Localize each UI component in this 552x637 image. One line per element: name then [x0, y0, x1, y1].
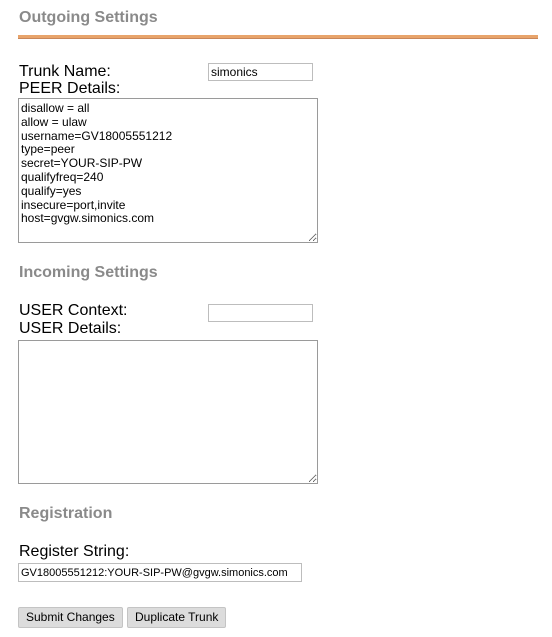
peer-details-textarea[interactable] [18, 98, 318, 243]
outgoing-settings-heading: Outgoing Settings [19, 9, 158, 26]
incoming-settings-heading: Incoming Settings [19, 264, 158, 281]
registration-heading: Registration [19, 505, 113, 522]
section-divider [18, 35, 538, 39]
trunk-name-input[interactable] [208, 63, 313, 81]
duplicate-trunk-button[interactable]: Duplicate Trunk [127, 607, 226, 628]
user-details-textarea[interactable] [18, 340, 318, 484]
user-details-label: USER Details: [19, 320, 122, 337]
peer-details-label: PEER Details: [19, 80, 121, 97]
register-string-input[interactable] [18, 563, 302, 582]
trunk-name-label: Trunk Name: [19, 63, 111, 80]
register-string-label: Register String: [19, 543, 130, 560]
user-context-label: USER Context: [19, 302, 128, 319]
user-context-input[interactable] [208, 304, 313, 322]
submit-changes-button[interactable]: Submit Changes [18, 607, 123, 628]
